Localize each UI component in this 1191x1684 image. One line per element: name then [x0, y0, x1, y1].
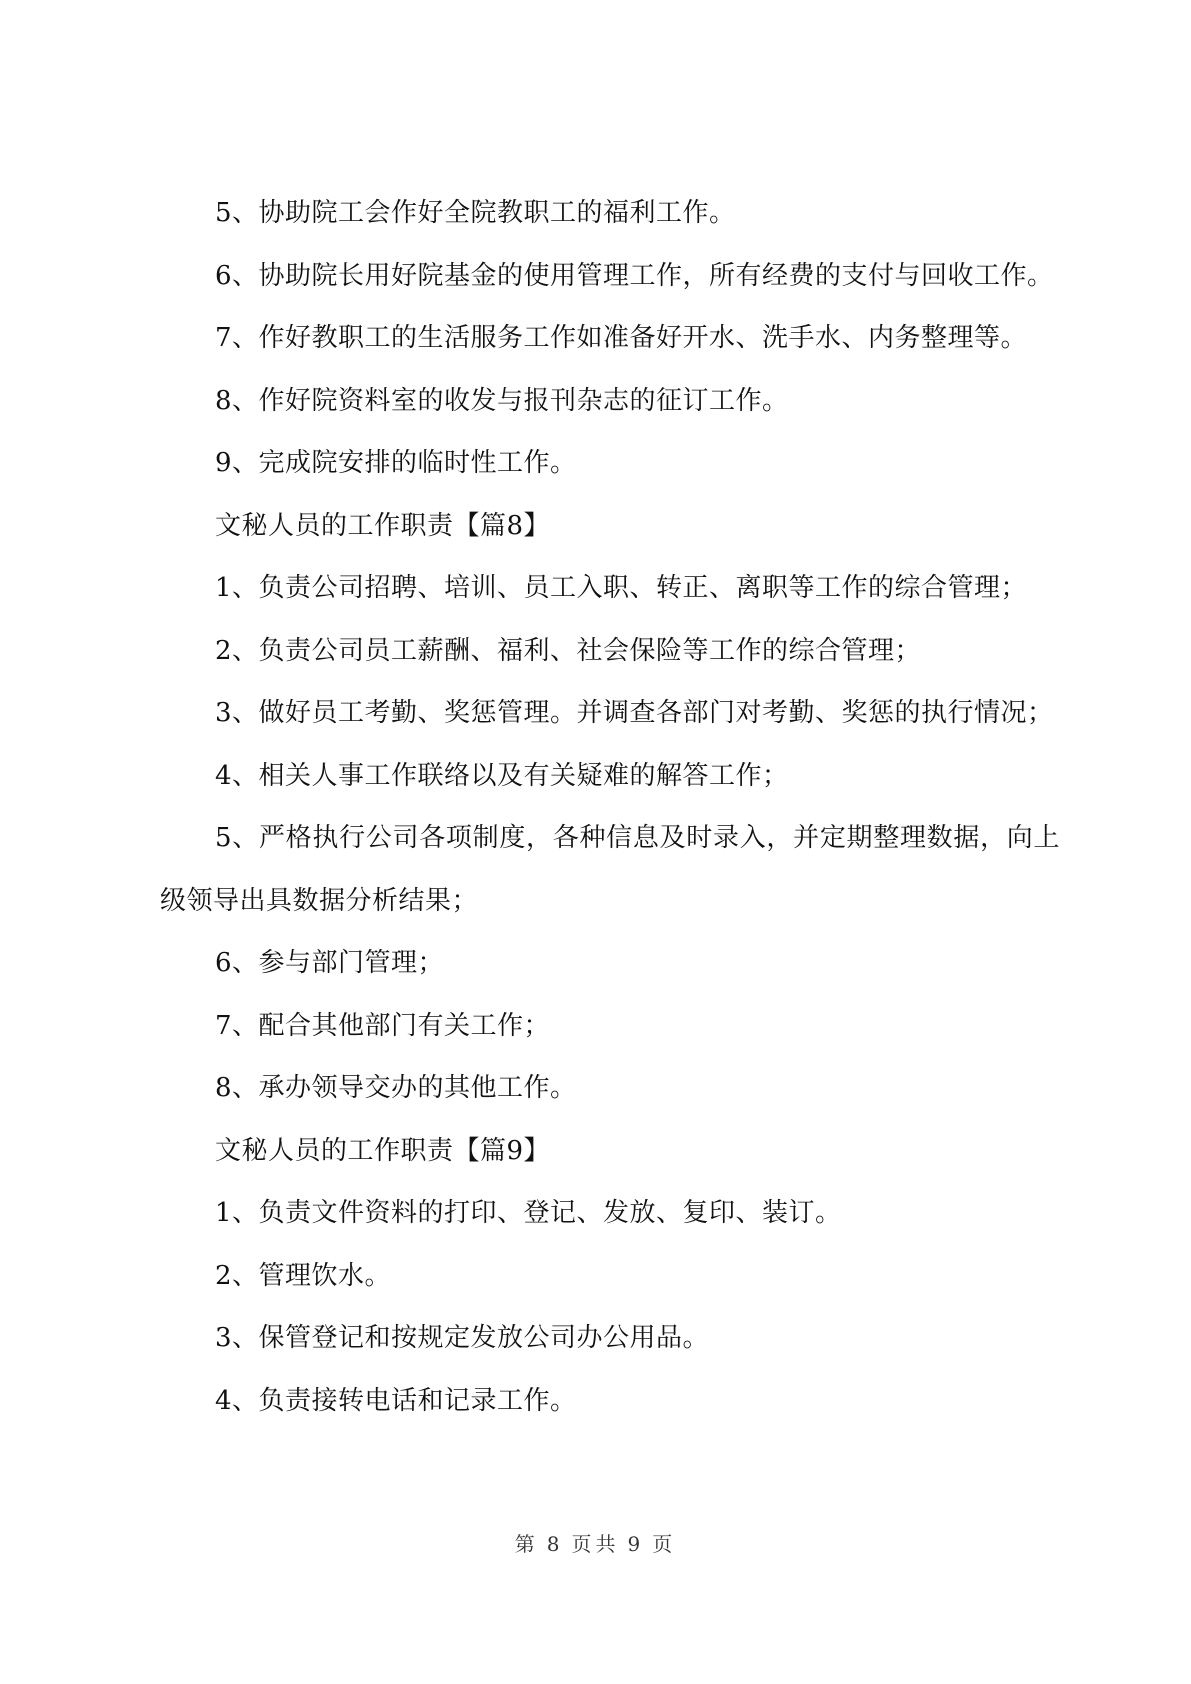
- paragraph: 3、做好员工考勤、奖惩管理。并调查各部门对考勤、奖惩的执行情况；: [215, 698, 1054, 728]
- paragraph: 9、完成院安排的临时性工作。: [215, 448, 577, 478]
- paragraph: 5、协助院工会作好全院教职工的福利工作。: [215, 198, 736, 228]
- paragraph: 6、协助院长用好院基金的使用管理工作，所有经费的支付与回收工作。: [215, 260, 1054, 291]
- footer-page-number: 8: [546, 1532, 564, 1556]
- paragraph: 5、严格执行公司各项制度，各种信息及时录入，并定期整理数据，向上级领导出具数据分析结果；: [160, 823, 1060, 916]
- paragraph: 8、作好院资料室的收发与报刊杂志的征订工作。: [215, 385, 789, 416]
- paragraph: 8、承办领导交办的其他工作。: [215, 1073, 577, 1103]
- paragraph: 6、参与部门管理；: [215, 948, 445, 978]
- document-body: [160, 182, 1060, 1432]
- paragraph: 2、管理饮水。: [215, 1260, 392, 1291]
- section-heading: 文秘人员的工作职责【篇9】: [215, 1135, 551, 1166]
- page-footer: [0, 1528, 1191, 1557]
- footer-total-pages: 9: [627, 1532, 645, 1556]
- paragraph: 4、相关人事工作联络以及有关疑难的解答工作；: [215, 760, 789, 791]
- footer-suffix: 页: [652, 1532, 677, 1556]
- paragraph: 1、负责文件资料的打印、登记、发放、复印、装订。: [215, 1198, 842, 1228]
- paragraph: 7、配合其他部门有关工作；: [215, 1010, 551, 1041]
- paragraph: 1、负责公司招聘、培训、员工入职、转正、离职等工作的综合管理；: [215, 573, 1028, 603]
- footer-prefix: 第: [514, 1532, 539, 1556]
- paragraph: 2、负责公司员工薪酬、福利、社会保险等工作的综合管理；: [215, 635, 922, 666]
- paragraph: 4、负责接转电话和记录工作。: [215, 1385, 577, 1416]
- section-heading: 文秘人员的工作职责【篇8】: [215, 510, 551, 541]
- paragraph: 3、保管登记和按规定发放公司办公用品。: [215, 1323, 710, 1353]
- paragraph: 7、作好教职工的生活服务工作如准备好开水、洗手水、内务整理等。: [215, 323, 1028, 353]
- footer-middle: 页共: [571, 1532, 620, 1556]
